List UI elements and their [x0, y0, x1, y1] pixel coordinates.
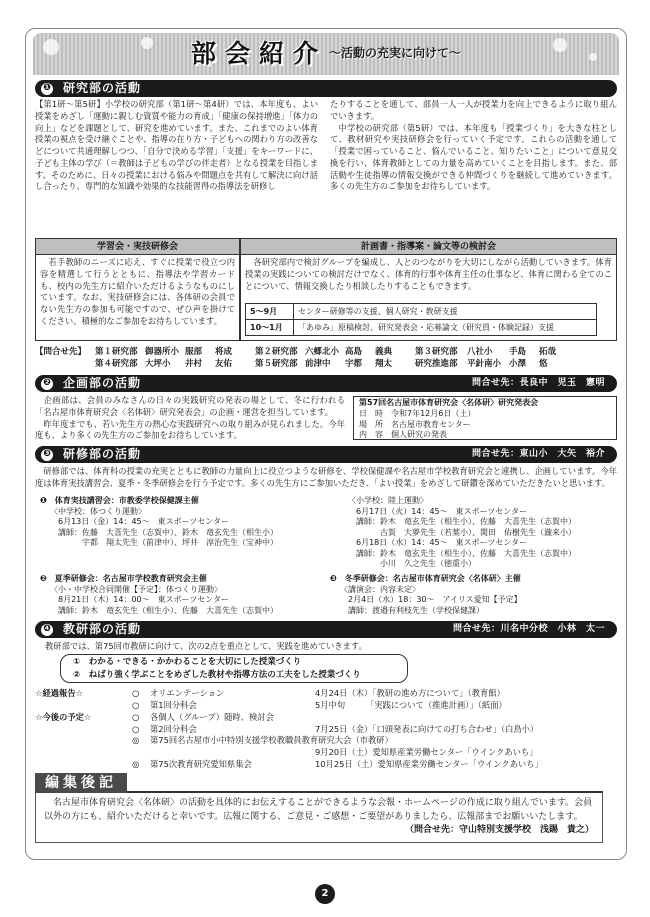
event-title: ❸ 冬季研修会：名古屋市体育研究会〈名体研〉主催 — [330, 574, 521, 583]
event-title: ❷ 夏季研修会：名古屋市学校教育研究会主催 — [40, 574, 207, 583]
schedule-line — [35, 735, 615, 747]
contact-dept: 第１研究部 — [95, 347, 138, 357]
event-line: 6月13日（金）14：45～ 東スポーツセンター — [50, 517, 229, 527]
event-line: 〈中学校：体つくり運動〉 — [50, 506, 146, 516]
bullet: ◎ — [132, 735, 140, 746]
schedule-line — [35, 712, 615, 724]
contact-given: 義典 — [375, 347, 393, 357]
training-event-3 — [330, 574, 617, 616]
contact-school: 八社小 — [467, 347, 493, 357]
editor-note-title: 編集後記 — [35, 773, 127, 793]
contact-surname: 手島 — [509, 347, 527, 357]
bullet: ○ — [132, 723, 140, 734]
event-line: 宇都 翔太先生（前津中）、坪井 淳治先生（宝神中） — [50, 538, 278, 548]
schedule-line — [35, 700, 615, 712]
event-line: 〈講演会：内容未定〉 — [340, 584, 420, 594]
event-line: 講師：渡邉有利枝先生（学校保健課） — [340, 605, 484, 615]
section-number: ❹ — [41, 624, 53, 636]
workshop-box — [35, 238, 240, 341]
event-info-value: 個人研究の発表 — [391, 430, 447, 440]
contact-given: 将成 — [215, 347, 233, 357]
editor-note-box — [35, 793, 603, 843]
contact-school: 大坪小 — [145, 359, 171, 370]
event-line: 講師：鈴木 竜玄先生（相生小）、佐藤 大喜先生（志賀中） — [348, 517, 576, 527]
editor-note-contact: （問合せ先：守山特別支援学校 浅賜 貴之） — [404, 825, 594, 835]
schedule-item: 第1回分科会 — [150, 699, 197, 710]
report-label: ☆経過報告☆ — [35, 688, 84, 698]
event-info-key: 日 時 — [359, 408, 383, 418]
bullet: ○ — [132, 699, 140, 710]
event-line: 〈小学校：陸上運動〉 — [348, 496, 428, 505]
event-line: 6月18日（水）14：45～ 東スポーツセンター — [348, 538, 527, 548]
kyoken-focus-points — [60, 654, 408, 683]
focus-point: ② ねばり強く学ぶことをめざした教材や指導方法の工夫をした授業づくり — [73, 669, 361, 680]
editor-note-text: 名古屋市体育研究会〈名体研〉の活動を具体的にお伝えすることができるような会報・ホームページの作成に取り組んでいます。会員以外の方にも、紹介いただけると幸いです。広報に関する、ご意見・ご感想・ご要望がありましたら、広報部までお願いいたします。 — [44, 798, 593, 822]
kyoken-schedule — [35, 688, 615, 771]
editor-note-header — [35, 773, 603, 793]
event-info-key: 場 所 — [359, 419, 383, 429]
schedule-item: 第75回名古屋市小中特別支援学校教職員教育研究大会（市教研） — [150, 735, 393, 746]
contact-dept: 第４研究部 — [95, 359, 138, 370]
event-line: 8月21日（木）14：00～ 東スポーツセンター — [50, 595, 229, 605]
schedule-desc: 「あゆみ」原稿検討、研究発表会・応募論文（研究員・体験記録）支援 — [294, 320, 597, 336]
workshop-box-text: 若手教師のニーズに応え、すぐに授業で役立つ内容を精選して行うとともに、指導法や学習カードも、校内の先生方に紹介いただけるようなものにしています。なお、実技研修会には、各体研の会員でない先生方の参加も可能ですので、ぜひ声を掛けてください。積極的なご参加をお待ちしています。 — [40, 257, 235, 326]
training-event-1b — [348, 496, 618, 570]
training-text: 研修部では、体育科の授業の充実とともに教師の力量向上に役立つような研修を、学校保健課や名古屋市学校教育研究会と連携し、企画しています。今年度は体育実技講習会、夏季・冬季研修会を行う予定です。多くの先生方にご参加いただき、「よい授業」をめざして研鑽を深めていただきたいと思います。 — [35, 466, 617, 488]
schedule-item: 第75次教育研究愛知県集会 — [150, 759, 252, 770]
contacts-label: 【問合せ先】 — [35, 347, 87, 357]
training-event-1 — [40, 496, 350, 549]
event-line: 〈小・中学校合同開催【予定】：体つくり運動〉 — [50, 584, 222, 594]
section-header-planning — [35, 375, 617, 392]
bubble-decoration — [589, 53, 597, 61]
schedule-desc: センター研修等の支援、個人研究・教研支援 — [294, 304, 597, 320]
section-header-training — [35, 446, 617, 463]
contacts-row — [35, 358, 617, 370]
event-info-key: 内 容 — [359, 430, 383, 440]
contact-given: 拓哉 — [539, 347, 557, 357]
event-info-value: 令和7年12月6日（土） — [391, 408, 476, 418]
contact-dept: 第２研究部 — [255, 347, 298, 357]
section-contact: 問合せ先：川名中分校 小林 太一 — [452, 624, 605, 635]
bubble-decoration — [553, 38, 567, 52]
workshop-box-heading: 学習会・実技研修会 — [36, 239, 239, 255]
schedule-detail: 4月24日（木）「教研の進め方について」（教育館） — [315, 688, 505, 698]
contact-surname: 服部 — [185, 347, 203, 357]
schedule-item: 第2回分科会 — [150, 723, 197, 734]
research-text-left: 【第1研～第5研】小学校の研究部（第1研～第4研）では、本年度も、よい授業をめざし「運動に親しむ資質や能力の育成」「健康の保持増進」「体力の向上」などを課題として、研究を進めています。また、これまでのよい体育授業の視点を受け継ぐことや、指導の在り方・子どもへの関わり方の改善などについて共通理解しつつ、「自分で決める学習」「支援」をキーワードに、子ども主体の学び（＝教師は子どもの学びの伴走者）となる授業を目指します。そのために、日々の授業における悩みや問題点を共有して解決に向け話し合ったり、専門的な知識や効果的な技能習得の指導法を研修し — [35, 99, 318, 192]
schedule-item: 各個人（グループ）随時、検討会 — [150, 711, 274, 722]
schedule-detail: 5月中旬 「実践について（推進計画）」（紙面） — [315, 699, 507, 710]
schedule-month: 5～9月 — [246, 304, 294, 320]
bullet: ◎ — [132, 759, 140, 770]
page-number: 2 — [315, 884, 335, 904]
page-subtitle: ～活動の充実に向けて～ — [329, 46, 462, 61]
schedule-row — [246, 320, 597, 336]
research-text-right: たりすることを通して、部員一人一人が授業力を向上できるように取り組んでいきます。 中学校の研究部（第5研）では、本年度も「授業づくり」を大きな柱として、教材研究や実技研修会を行っていく予定です。これらの活動を通して「授業で困っていること、悩んでいること、知りたいこと」について意見交換を行い、体育教師としての力量を高めていくことを目指します。また、部活動や生徒指導の情報交換ができる仲間づくりを継続して進めていきます。多くの先生方のご参加をお待ちしています。 — [330, 99, 617, 192]
event-info-box — [353, 396, 617, 440]
schedule-line — [35, 724, 615, 736]
event-info-value: 名古屋市教育センター — [391, 419, 471, 429]
contact-given: 翔太 — [375, 359, 393, 370]
bullet: ○ — [132, 711, 140, 722]
review-box-text: 各研究部内で検討グループを編成し、人とのつながりを大切にしながら活動していきます。体育授業の実践についての検討だけでなく、体育的行事や体育主任の仕事など、体育に関わる全てのことについて、情報交換したり相談したりすることもできます。 — [245, 257, 612, 291]
contact-dept: 第３研究部 — [415, 347, 458, 357]
section-title: 企画部の活動 — [63, 375, 142, 390]
contact-given: 友佑 — [215, 359, 233, 370]
schedule-table — [245, 303, 597, 336]
event-info-title: 第57回名古屋市体育研究会〈名体研〉研究発表会 — [359, 398, 539, 407]
section-title: 研究部の活動 — [63, 80, 142, 95]
bubble-decoration — [141, 37, 153, 49]
section-contact: 問合せ先：東山小 大矢 裕介 — [471, 449, 605, 460]
training-event-2 — [40, 574, 340, 616]
bullet: ○ — [132, 688, 140, 698]
contact-school: 平針南小 — [467, 359, 502, 370]
event-line: 6月17日（火）14：45～ 東スポーツセンター — [348, 506, 527, 516]
schedule-detail: 10月25日（土）愛知県産業労働センター「ウインクあいち」 — [315, 759, 543, 770]
contact-dept: 第５研究部 — [255, 359, 298, 370]
event-info-row — [359, 420, 611, 431]
schedule-row — [246, 304, 597, 320]
schedule-detail: 7月25日（金）「口頭発表に向けての打ち合わせ」（白鳥小） — [315, 723, 539, 734]
planning-text: 企画部は、会員のみなさんの日々の実践研究の発表の場として、冬に行われる「名古屋市体育研究会〈名体研〉研究発表会」の企画・運営を担当しています。 昨年度までも、若い先生方の熱心な実践研究への取り組みが見られました。今年度も、より多くの先生方のご参加をお待ちしています。 — [35, 395, 345, 441]
contact-given: 悠 — [539, 359, 548, 370]
focus-point: ① わかる・できる・かかわることを大切にした授業づくり — [73, 657, 302, 667]
contact-dept: 研究推進部 — [415, 359, 458, 370]
event-line: 講師：佐藤 大喜先生（志賀中）、鈴木 竜玄先生（相生小） — [50, 527, 278, 537]
header-banner — [33, 33, 619, 75]
schedule-line — [35, 747, 615, 759]
contact-surname: 宇都 — [345, 359, 363, 370]
event-line: 小川 久之先生（徳重小） — [348, 559, 476, 569]
plan-label: ☆今後の予定☆ — [35, 711, 92, 722]
schedule-detail: 9月20日（土）愛知県産業労働センター「ウインクあいち」 — [315, 747, 538, 758]
review-box-heading: 計画書・指導案・論文等の検討会 — [241, 239, 616, 255]
event-info-row — [359, 430, 611, 441]
event-line: 2月4日（水）18：30～ アイリス愛知【予定】 — [340, 595, 522, 605]
section-title: 教研部の活動 — [63, 621, 142, 636]
section-number: ❷ — [41, 378, 53, 390]
section-number: ❶ — [41, 83, 53, 95]
contact-surname: 小澤 — [509, 359, 527, 370]
event-info-row — [359, 409, 611, 420]
event-title: ❶ 体育実技講習会：市教委学校保健課主催 — [40, 496, 199, 505]
page-title: 部会紹介 — [190, 39, 327, 69]
schedule-line — [35, 759, 615, 771]
event-line: 講師：鈴木 竜玄先生（相生小）、佐藤 大喜先生（志賀中） — [348, 548, 576, 558]
section-title: 研修部の活動 — [63, 446, 142, 461]
event-line: 講師：鈴木 竜玄先生（相生小）、佐藤 大喜先生（志賀中） — [50, 605, 278, 615]
contacts-row — [35, 346, 617, 358]
section-header-research — [35, 80, 617, 97]
contact-school: 御器所小 — [145, 347, 180, 357]
contact-surname: 井村 — [185, 359, 203, 370]
contact-school: 前津中 — [305, 359, 331, 370]
bubble-decoration — [43, 39, 59, 55]
schedule-month: 10～1月 — [246, 320, 294, 336]
event-line: 古賀 大夢先生（若葉小）、関田 佑樹先生（瀧来小） — [348, 527, 576, 537]
section-header-kyoken — [35, 621, 617, 638]
contact-school: 六郷北小 — [305, 347, 340, 357]
section-number: ❸ — [41, 449, 53, 461]
research-contacts — [35, 346, 617, 370]
contact-surname: 高島 — [345, 347, 363, 357]
kyoken-intro: 教研部では、第75回市教研に向けて、次の2点を重点として、実践を進めていきます。 — [45, 641, 367, 651]
section-contact: 問合せ先：長良中 児玉 憲明 — [471, 378, 605, 389]
schedule-item: オリエンテーション — [150, 688, 225, 698]
schedule-line — [35, 688, 615, 700]
